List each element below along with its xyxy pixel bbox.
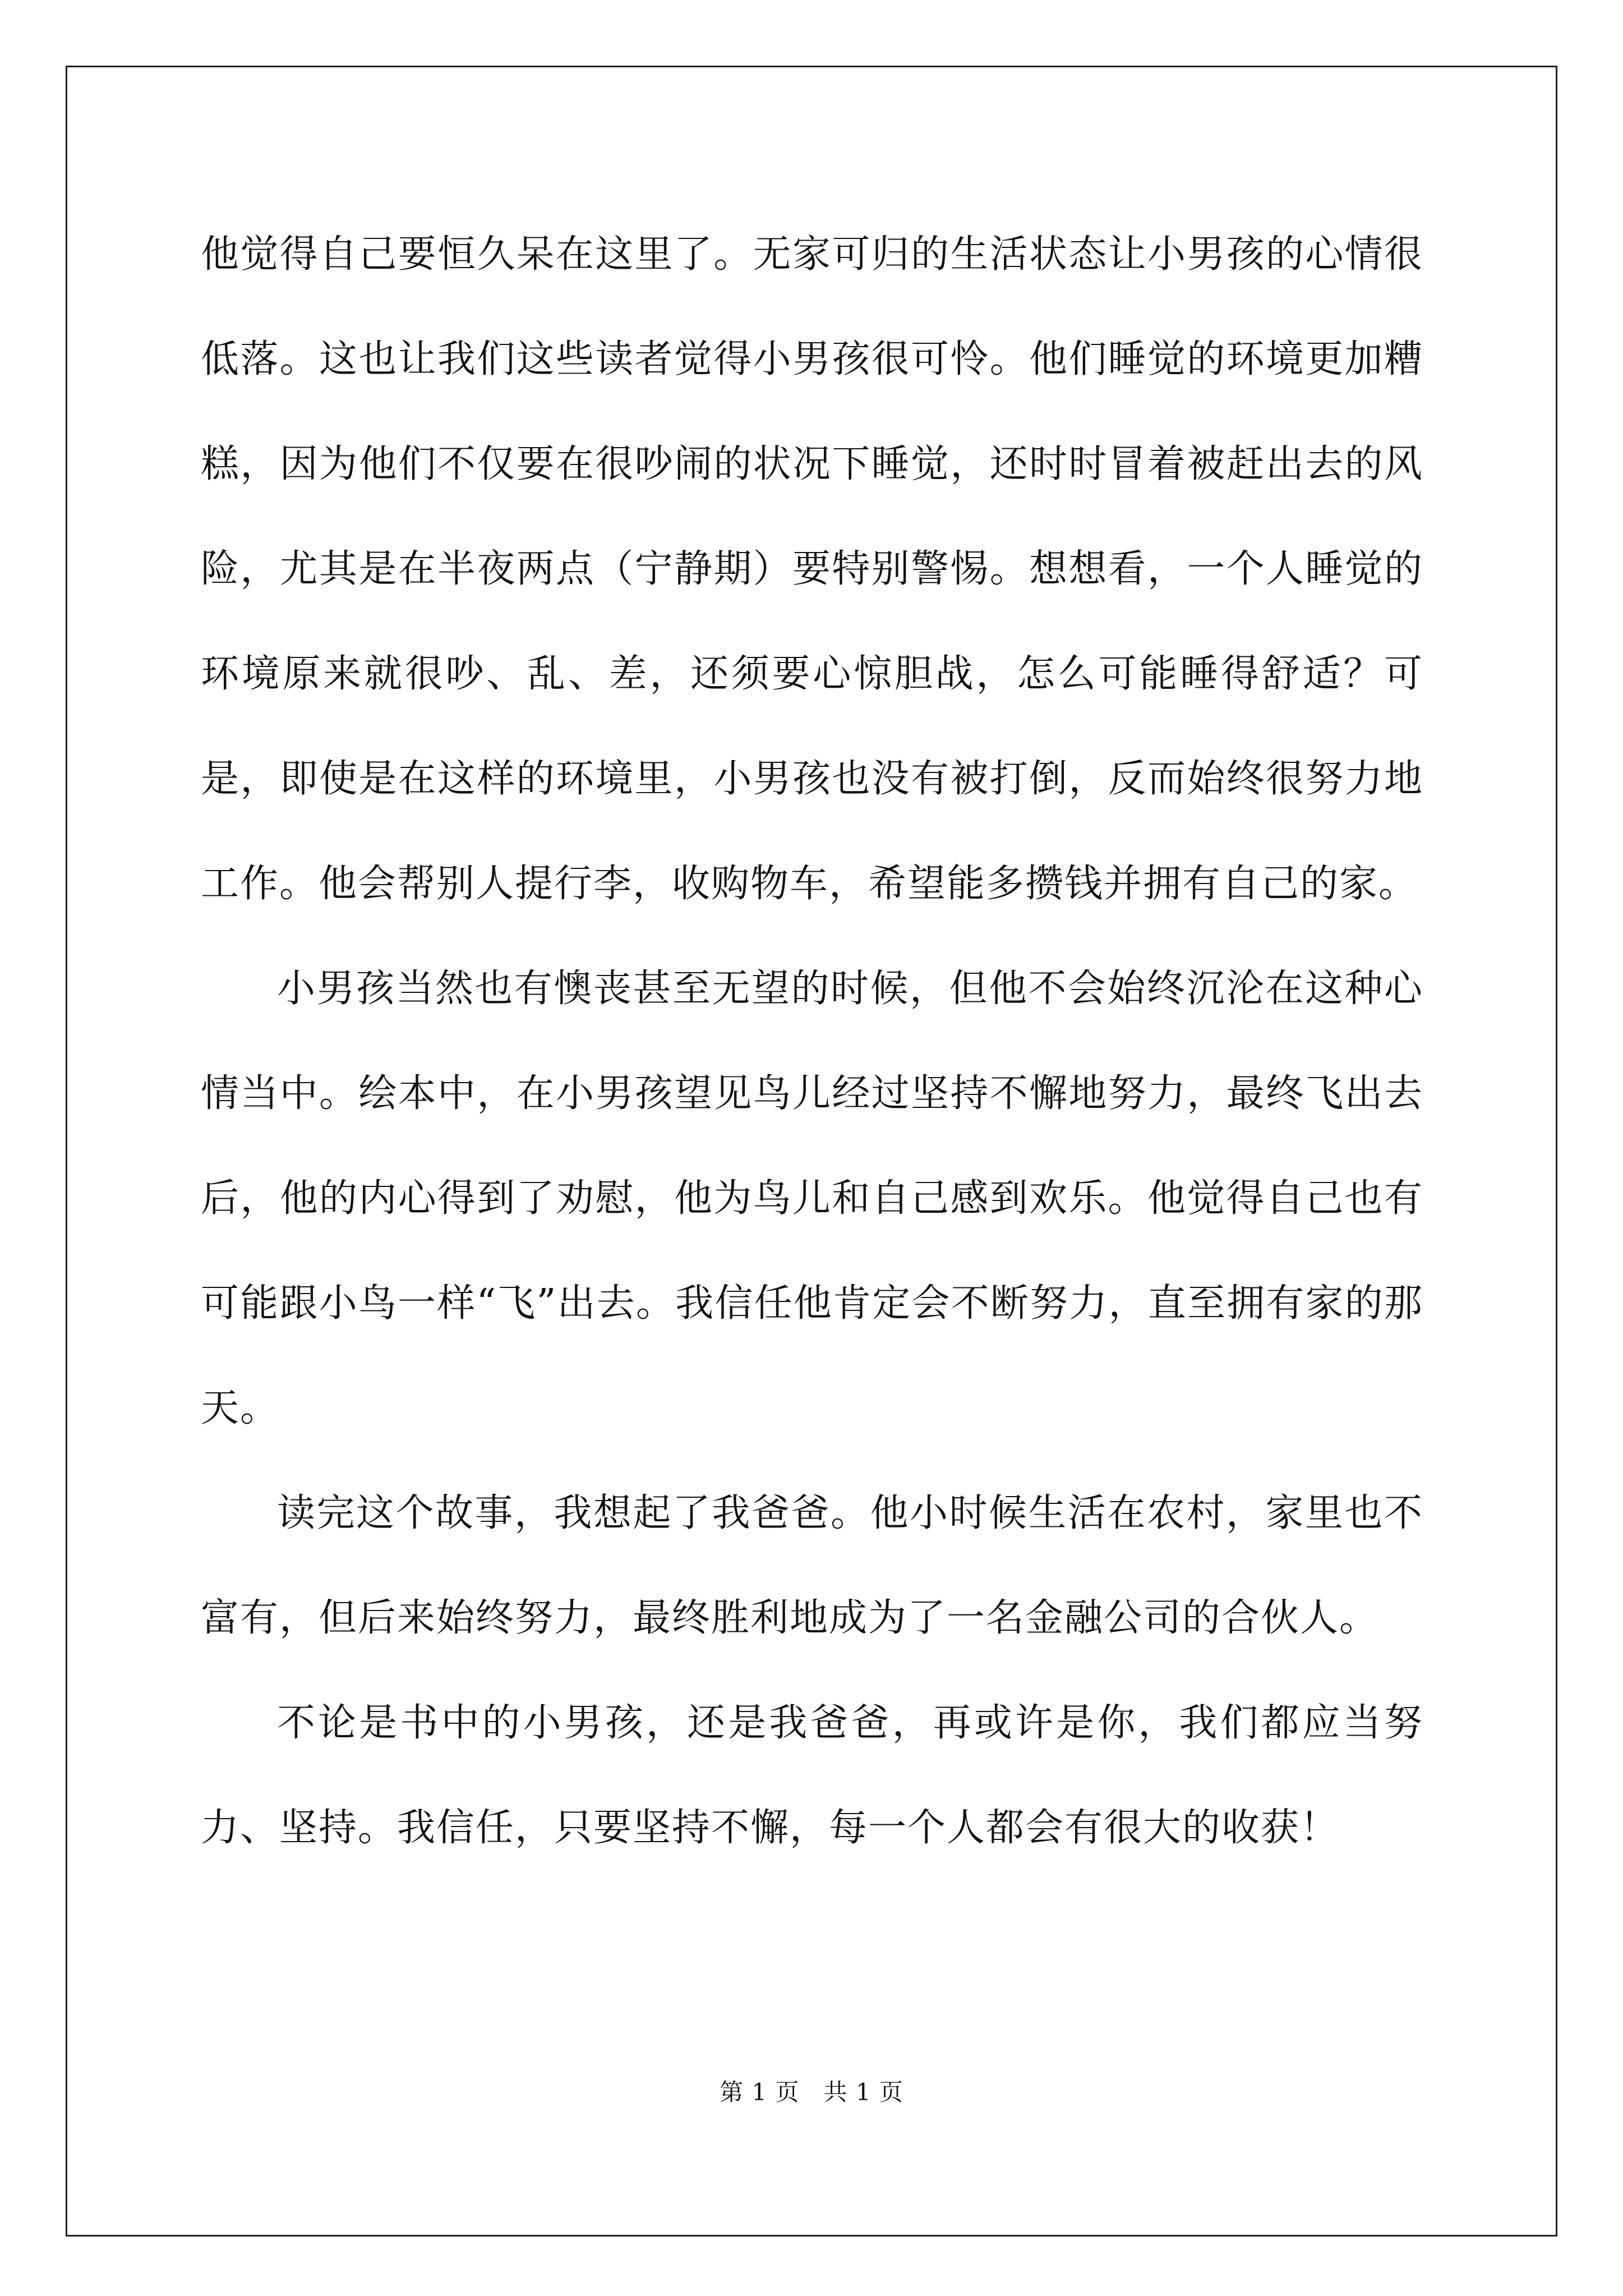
document-body	[201, 202, 1423, 1880]
paragraph-4: 不论是书中的小男孩，还是我爸爸，再或许是你，我们都应当努力、坚持。我信任，只要坚持不懈，每一个人都会有很大的收获！	[201, 1701, 1423, 1850]
paragraph-2: 小男孩当然也有懊丧甚至无望的时候，但他不会始终沉沦在这种心情当中。绘本中，在小男孩望见鸟儿经过坚持不懈地努力，最终飞出去后，他的内心得到了劝慰，他为鸟儿和自己感到欢乐。他觉得自己也有可能跟小鸟一样“飞”出去。我信任他肯定会不断努力，直至拥有家的那天。	[201, 967, 1423, 1430]
paragraph-3: 读完这个故事，我想起了我爸爸。他小时候生活在农村，家里也不富有，但后来始终努力，最终胜利地成为了一名金融公司的合伙人。	[201, 1491, 1423, 1640]
page-number-footer: 第 1 页 共 1 页	[720, 2078, 903, 2106]
paragraph-1: 他觉得自己要恒久呆在这里了。无家可归的生活状态让小男孩的心情很低落。这也让我们这些读者觉得小男孩很可怜。他们睡觉的环境更加糟糕，因为他们不仅要在很吵闹的状况下睡觉，还时时冒着被赶出去的风险，尤其是在半夜两点（宁静期）要特别警惕。想想看，一个人睡觉的环境原来就很吵、乱、差，还须要心惊胆战，怎么可能睡得舒适？可是，即使是在这样的环境里，小男孩也没有被打倒，反而始终很努力地工作。他会帮别人提行李，收购物车，希望能多攒钱并拥有自己的家。	[201, 232, 1423, 906]
